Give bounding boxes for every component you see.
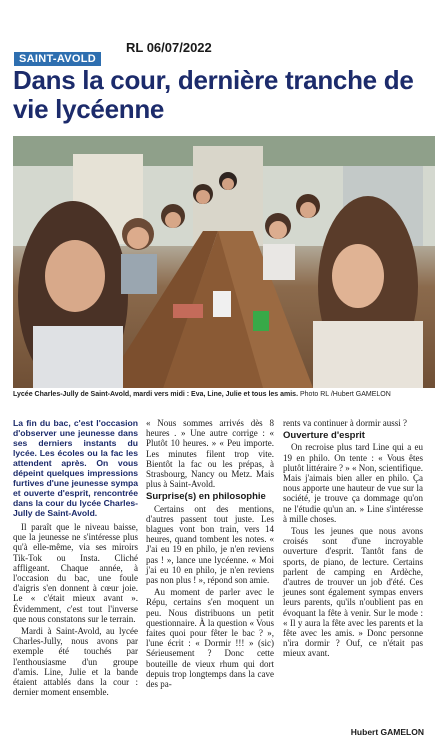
body-paragraph: Certains ont des mentions, d'autres passent tout juste. Les blagues vont bon train, vers 14 heures, quand tombent les notes. « J'ai eu 19 en philo, je n'en reviens pas ! », lance une lycéenne. « Moi j'ai eu 10 en philo, je n'en reviens pas non plus ! », répond son amie. [146, 503, 274, 586]
author-signature: Hubert GAMELON [350, 727, 424, 737]
date-reference: RL 06/07/2022 [126, 40, 212, 55]
article-headline: Dans la cour, dernière tranche de vie lycéenne [13, 65, 414, 124]
group-photo [13, 136, 435, 388]
section-tag: SAINT-AVOLD [14, 52, 101, 66]
body-paragraph: Au moment de parler avec le Répu, certains s'en moquent un peu. Nous distribuons un petit questionnaire. À la question « Vous faites quoi pour fêter le bac ? », l'une écrit : « Dormir !!! » (sic) Sérieusement ? Donc cette bouteille de vieux rhum qui dort depuis trop longtemps dans la cave des pa- [146, 587, 274, 690]
photo-credit: Photo RL /Hubert GAMELON [299, 391, 391, 398]
body-paragraph: « Nous sommes arrivés dès 8 heures . » Une autre corrige : « Plutôt 10 heures. » « Peu importe. Les minutes filent trop vite. Bientôt la fac ou les prépas, à Strasbourg, Nancy ou Metz. Mais plus à Saint-Avold. [146, 418, 274, 490]
column-2 [146, 418, 274, 691]
subheading: Surprise(s) en philosophie [146, 491, 266, 503]
column-3 [283, 418, 423, 661]
body-paragraph: rents va continuer à dormir aussi ? [283, 418, 407, 428]
body-paragraph: Tous les jeunes que nous avons croisés sont d'une incroyable ouverture d'esprit. Tantôt fans de sports, de piano, de lecture. Certains parlent de camping en Ardèche, d'autres de trouver un job d'été. Ces jeunes sont également sympas envers leurs parents, qu'ils n'oublient pas en évoquant la fête à venir. Sur le mode : « Il y aura la fête avec les parents et la fête avec les amis. » Donc personne n'ira dormir ? Ouf, ce n'était pas mieux avant. [283, 526, 423, 659]
article-lead: La fin du bac, c'est l'occasion d'observer une jeunesse dans ses derniers instants du lycée. Les écoles ou la fac les attendent après. On vous dépeint quelques impressions furtives d'une jeunesse sympa et ouverte d'esprit, rencontrée dans la cour du lycée Charles-Jully de Saint-Avold. [13, 418, 138, 518]
photo-caption: Lycée Charles-Jully de Saint-Avold, mardi vers midi : Eva, Line, Julie et tous les amis. [13, 391, 299, 398]
subheading: Ouverture d'esprit [283, 430, 365, 442]
photo-illustration [13, 136, 435, 388]
body-paragraph: On recroise plus tard Line qui a eu 19 en philo. On tente : « Vous êtes plutôt littéraire ? » « Non, scientifique. Mais j'aimais bien aller en philo. Ça nous apporte une hauteur de vue sur la société, je trouve ça dommage qu'on ne l'étudie qu'un an. » Line s'intéresse à mille choses. [283, 442, 423, 524]
body-paragraph: Il paraît que le niveau baisse, que la jeunesse ne s'intéresse plus qu'à elle-même, via ses miroirs Tik-Tok ou Insta. Cliché affligeant. Chaque année, à l'occasion du bac, une foule d'aigris s'en donnent à cœur joie. Le « c'était mieux avant ». Évidemment, c'est tout l'inverse que nous constatons sur le terrain. [13, 522, 138, 624]
photo-caption-block [13, 390, 435, 399]
column-1 [13, 418, 138, 699]
body-paragraph: Mardi à Saint-Avold, au lycée Charles-Jully, nous avons par exemple été touchés par l'enthousiasme d'un groupe d'amis. Line, Julie et la bande étaient attablés dans la cour : dernier moment ensemble. [13, 626, 138, 698]
